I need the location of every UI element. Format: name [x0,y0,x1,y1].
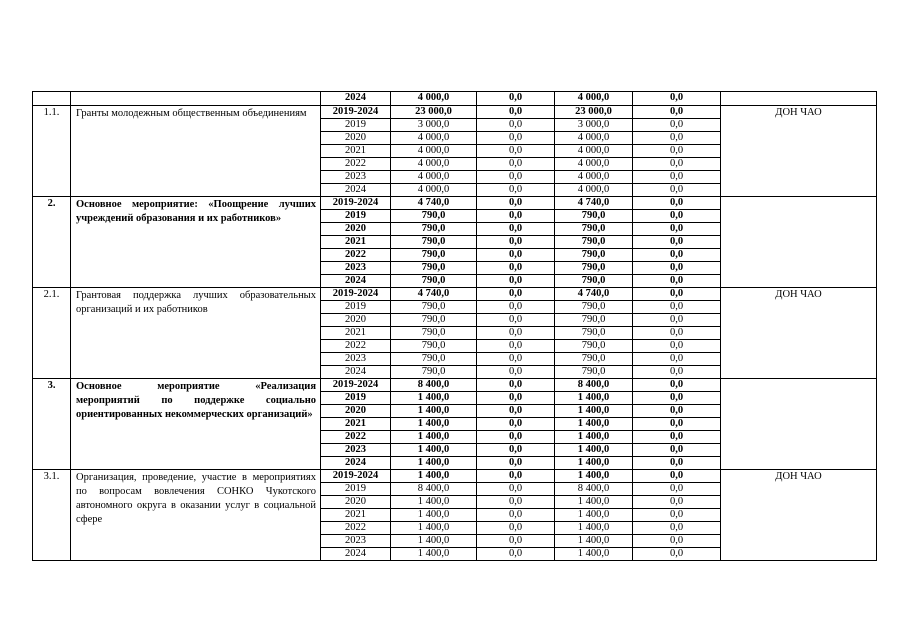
federal-budget-cell: 0,0 [477,431,555,444]
regional-budget-cell: 790,0 [555,223,633,236]
total-cell: 1 400,0 [391,470,477,483]
period-cell: 2019-2024 [321,197,391,210]
period-cell: 2022 [321,522,391,535]
other-sources-cell: 0,0 [633,483,721,496]
federal-budget-cell: 0,0 [477,522,555,535]
total-cell: 790,0 [391,327,477,340]
other-sources-cell: 0,0 [633,353,721,366]
total-cell: 4 000,0 [391,158,477,171]
table-row [33,379,877,392]
total-cell: 790,0 [391,275,477,288]
total-cell: 1 400,0 [391,509,477,522]
budget-table [32,91,877,561]
row-title-cell [71,92,321,106]
regional-budget-cell: 790,0 [555,340,633,353]
total-cell: 4 740,0 [391,288,477,301]
period-cell: 2019-2024 [321,288,391,301]
total-cell: 1 400,0 [391,535,477,548]
other-sources-cell: 0,0 [633,132,721,145]
period-cell: 2022 [321,249,391,262]
federal-budget-cell: 0,0 [477,366,555,379]
other-sources-cell: 0,0 [633,249,721,262]
total-cell: 790,0 [391,262,477,275]
other-sources-cell: 0,0 [633,327,721,340]
other-sources-cell: 0,0 [633,210,721,223]
total-cell: 23 000,0 [391,106,477,119]
other-sources-cell: 0,0 [633,119,721,132]
other-sources-cell: 0,0 [633,496,721,509]
federal-budget-cell: 0,0 [477,535,555,548]
total-cell: 8 400,0 [391,483,477,496]
table-row [33,106,877,119]
other-sources-cell: 0,0 [633,197,721,210]
federal-budget-cell: 0,0 [477,171,555,184]
period-cell: 2023 [321,171,391,184]
period-cell: 2019-2024 [321,379,391,392]
federal-budget-cell: 0,0 [477,275,555,288]
federal-budget-cell: 0,0 [477,210,555,223]
other-sources-cell: 0,0 [633,223,721,236]
row-number-cell [33,92,71,106]
section-title-cell: Основное мероприятие «Реализация мероприятий по поддержке социально ориентированных некоммерческих организаций» [71,379,321,470]
other-sources-cell: 0,0 [633,444,721,457]
period-cell: 2020 [321,405,391,418]
period-cell: 2019 [321,119,391,132]
federal-budget-cell: 0,0 [477,314,555,327]
other-sources-cell: 0,0 [633,392,721,405]
total-cell: 790,0 [391,353,477,366]
federal-budget-cell: 0,0 [477,418,555,431]
section-number-cell: 2. [33,197,71,288]
other-sources-cell: 0,0 [633,275,721,288]
period-cell: 2021 [321,236,391,249]
other-sources-cell: 0,0 [633,379,721,392]
period-cell: 2023 [321,444,391,457]
regional-budget-cell: 790,0 [555,327,633,340]
federal-budget-cell: 0,0 [477,223,555,236]
federal-budget-cell: 0,0 [477,236,555,249]
regional-budget-cell: 790,0 [555,366,633,379]
responsible-executor-cell: ДОН ЧАО [721,288,877,379]
federal-budget-cell: 0,0 [477,158,555,171]
federal-budget-cell: 0,0 [477,483,555,496]
period-cell: 2019 [321,483,391,496]
other-sources-cell: 0,0 [633,405,721,418]
other-sources-cell: 0,0 [633,236,721,249]
total-cell: 1 400,0 [391,392,477,405]
federal-budget-cell: 0,0 [477,457,555,470]
federal-budget-cell: 0,0 [477,379,555,392]
federal-budget-cell: 0,0 [477,262,555,275]
other-sources-cell: 0,0 [633,522,721,535]
period-cell: 2023 [321,535,391,548]
other-sources-cell: 0,0 [633,184,721,197]
period-cell: 2021 [321,327,391,340]
regional-budget-cell: 4 000,0 [555,171,633,184]
regional-budget-cell: 4 000,0 [555,132,633,145]
period-cell: 2024 [321,548,391,561]
federal-budget-cell: 0,0 [477,470,555,483]
regional-budget-cell: 4 000,0 [555,158,633,171]
period-cell: 2024 [321,366,391,379]
total-cell: 790,0 [391,236,477,249]
period-cell: 2021 [321,509,391,522]
section-number-cell: 3.1. [33,470,71,561]
regional-budget-cell: 1 400,0 [555,444,633,457]
period-cell: 2020 [321,314,391,327]
total-cell: 4 000,0 [391,145,477,158]
regional-budget-cell: 3 000,0 [555,119,633,132]
regional-budget-cell: 1 400,0 [555,522,633,535]
federal-budget-cell: 0,0 [477,92,555,106]
federal-budget-cell: 0,0 [477,301,555,314]
regional-budget-cell: 790,0 [555,314,633,327]
period-cell: 2020 [321,223,391,236]
period-cell: 2020 [321,496,391,509]
regional-budget-cell: 790,0 [555,301,633,314]
other-sources-cell: 0,0 [633,301,721,314]
total-cell: 790,0 [391,301,477,314]
section-number-cell: 2.1. [33,288,71,379]
federal-budget-cell: 0,0 [477,444,555,457]
regional-budget-cell: 1 400,0 [555,392,633,405]
total-cell: 1 400,0 [391,444,477,457]
period-cell: 2023 [321,262,391,275]
budget-table-body [33,92,877,561]
federal-budget-cell: 0,0 [477,145,555,158]
total-cell: 790,0 [391,249,477,262]
table-row [33,197,877,210]
regional-budget-cell: 1 400,0 [555,470,633,483]
responsible-executor-cell [721,197,877,288]
total-cell: 1 400,0 [391,405,477,418]
responsible-executor-cell: ДОН ЧАО [721,470,877,561]
other-sources-cell: 0,0 [633,262,721,275]
federal-budget-cell: 0,0 [477,132,555,145]
federal-budget-cell: 0,0 [477,548,555,561]
section-title-cell: Организация, проведение, участие в мероприятиях по вопросам вовлечения СОНКО Чукотского автономного округа в оказании услуг в социальной сфере [71,470,321,561]
total-cell: 790,0 [391,366,477,379]
other-sources-cell: 0,0 [633,158,721,171]
period-cell: 2021 [321,145,391,158]
total-cell: 8 400,0 [391,379,477,392]
other-sources-cell: 0,0 [633,366,721,379]
total-cell: 4 000,0 [391,171,477,184]
regional-budget-cell: 790,0 [555,275,633,288]
regional-budget-cell: 790,0 [555,236,633,249]
federal-budget-cell: 0,0 [477,496,555,509]
total-cell: 4 000,0 [391,92,477,106]
federal-budget-cell: 0,0 [477,353,555,366]
section-number-cell: 3. [33,379,71,470]
total-cell: 790,0 [391,340,477,353]
regional-budget-cell: 1 400,0 [555,418,633,431]
period-cell: 2024 [321,184,391,197]
other-sources-cell: 0,0 [633,340,721,353]
period-cell: 2019 [321,210,391,223]
period-cell: 2024 [321,457,391,470]
section-number-cell: 1.1. [33,106,71,197]
responsible-executor-cell [721,379,877,470]
other-sources-cell: 0,0 [633,431,721,444]
period-cell: 2021 [321,418,391,431]
period-cell: 2019 [321,392,391,405]
federal-budget-cell: 0,0 [477,106,555,119]
regional-budget-cell: 1 400,0 [555,548,633,561]
responsible-cell [721,92,877,106]
regional-budget-cell: 1 400,0 [555,405,633,418]
regional-budget-cell: 1 400,0 [555,496,633,509]
regional-budget-cell: 790,0 [555,353,633,366]
period-cell: 2019 [321,301,391,314]
federal-budget-cell: 0,0 [477,340,555,353]
regional-budget-cell: 4 000,0 [555,145,633,158]
total-cell: 1 400,0 [391,431,477,444]
period-cell: 2022 [321,340,391,353]
total-cell: 1 400,0 [391,418,477,431]
regional-budget-cell: 4 000,0 [555,184,633,197]
total-cell: 4 000,0 [391,184,477,197]
regional-budget-cell: 1 400,0 [555,535,633,548]
federal-budget-cell: 0,0 [477,392,555,405]
regional-budget-cell: 1 400,0 [555,457,633,470]
other-sources-cell: 0,0 [633,92,721,106]
federal-budget-cell: 0,0 [477,327,555,340]
period-cell: 2020 [321,132,391,145]
federal-budget-cell: 0,0 [477,509,555,522]
table-row [33,288,877,301]
federal-budget-cell: 0,0 [477,184,555,197]
regional-budget-cell: 790,0 [555,262,633,275]
other-sources-cell: 0,0 [633,535,721,548]
regional-budget-cell: 4 740,0 [555,197,633,210]
period-cell: 2024 [321,275,391,288]
other-sources-cell: 0,0 [633,314,721,327]
other-sources-cell: 0,0 [633,509,721,522]
regional-budget-cell: 790,0 [555,210,633,223]
continuation-row [33,92,877,106]
total-cell: 1 400,0 [391,496,477,509]
regional-budget-cell: 790,0 [555,249,633,262]
regional-budget-cell: 8 400,0 [555,483,633,496]
regional-budget-cell: 4 740,0 [555,288,633,301]
total-cell: 4 740,0 [391,197,477,210]
period-cell: 2019-2024 [321,470,391,483]
period-cell: 2024 [321,92,391,106]
regional-budget-cell: 1 400,0 [555,431,633,444]
federal-budget-cell: 0,0 [477,405,555,418]
other-sources-cell: 0,0 [633,418,721,431]
other-sources-cell: 0,0 [633,171,721,184]
section-title-cell: Гранты молодежным общественным объединениям [71,106,321,197]
other-sources-cell: 0,0 [633,288,721,301]
total-cell: 1 400,0 [391,548,477,561]
regional-budget-cell: 23 000,0 [555,106,633,119]
total-cell: 790,0 [391,210,477,223]
period-cell: 2019-2024 [321,106,391,119]
period-cell: 2023 [321,353,391,366]
federal-budget-cell: 0,0 [477,197,555,210]
section-title-cell: Грантовая поддержка лучших образовательных организаций и их работников [71,288,321,379]
regional-budget-cell: 8 400,0 [555,379,633,392]
other-sources-cell: 0,0 [633,457,721,470]
other-sources-cell: 0,0 [633,470,721,483]
table-row [33,470,877,483]
period-cell: 2022 [321,431,391,444]
other-sources-cell: 0,0 [633,548,721,561]
federal-budget-cell: 0,0 [477,119,555,132]
federal-budget-cell: 0,0 [477,249,555,262]
total-cell: 790,0 [391,314,477,327]
section-title-cell: Основное мероприятие: «Поощрение лучших учреждений образования и их работников» [71,197,321,288]
responsible-executor-cell: ДОН ЧАО [721,106,877,197]
other-sources-cell: 0,0 [633,106,721,119]
total-cell: 790,0 [391,223,477,236]
total-cell: 1 400,0 [391,457,477,470]
period-cell: 2022 [321,158,391,171]
total-cell: 1 400,0 [391,522,477,535]
federal-budget-cell: 0,0 [477,288,555,301]
regional-budget-cell: 4 000,0 [555,92,633,106]
total-cell: 4 000,0 [391,132,477,145]
other-sources-cell: 0,0 [633,145,721,158]
total-cell: 3 000,0 [391,119,477,132]
regional-budget-cell: 1 400,0 [555,509,633,522]
